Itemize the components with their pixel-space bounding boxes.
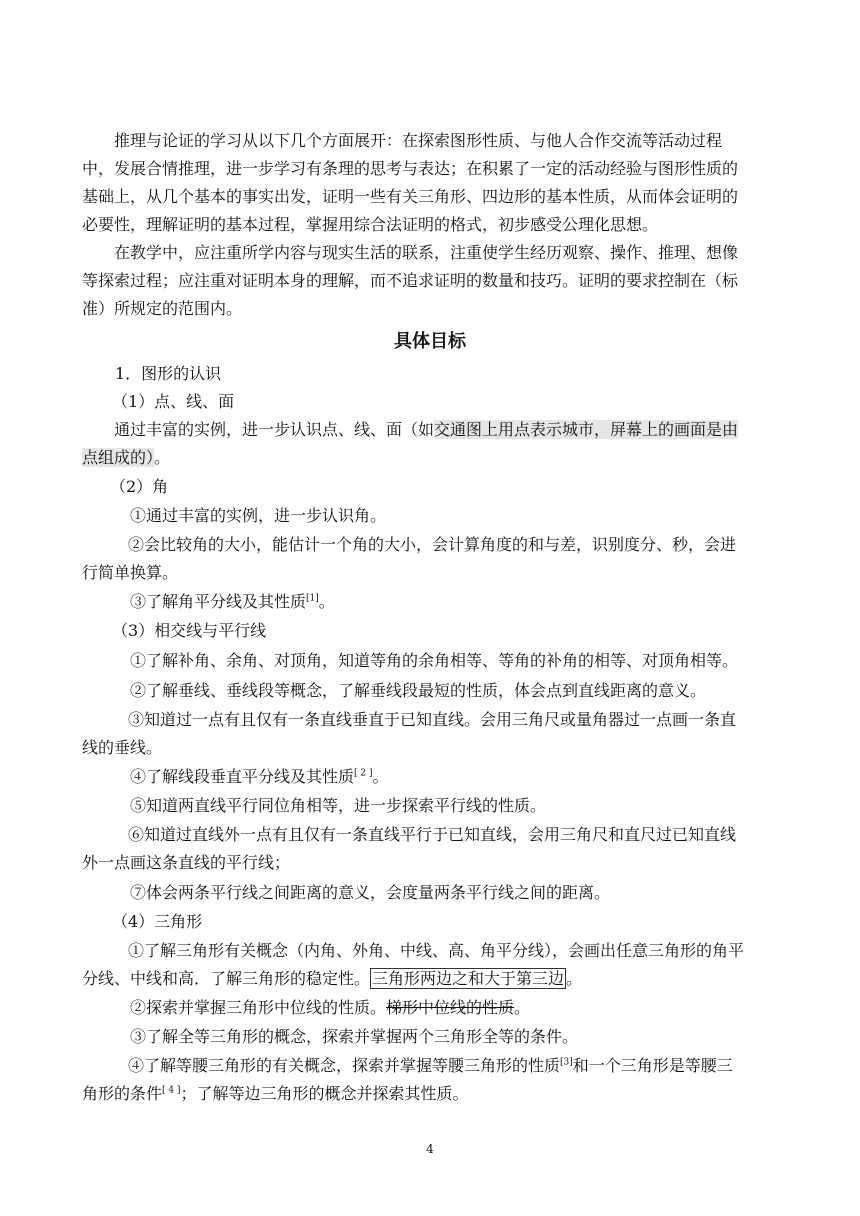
point-line-plane-text: 通过丰富的实例，进一步认识点、线、面（如交通图上用点表示城市，屏幕上的画面是由点组成的）。: [82, 420, 739, 467]
heading-triangle: （4）三角形: [112, 912, 203, 931]
footnote-ref-1[interactable]: [1]: [306, 593, 319, 604]
triangle-item-2: ②探索并掌握三角形中位线的性质。梯形中位线的性质。: [130, 998, 531, 1017]
parallel-item-2: ②了解垂线、垂线段等概念，了解垂线段最短的性质，体会点到直线距离的意义。: [130, 681, 707, 700]
boxed-inserted-text: 三角形两边之和大于第三边: [372, 969, 565, 988]
parallel-item-4: ④了解线段垂直平分线及其性质[ 2 ]。: [130, 767, 389, 786]
triangle-item-4: ④了解等腰三角形的有关概念，探索并掌握等腰三角形的性质[3]和一个三角形是等腰三角形的条件[ 4 ]；了解等边三角形的概念并探索其性质。: [82, 1056, 733, 1103]
triangle-item-1: ①了解三角形有关概念（内角、外角、中线、高、角平分线），会画出任意三角形的角平分线、中线和高．了解三角形的稳定性。 三角形两边之和大于第三边 。: [82, 941, 745, 988]
parallel-item-5: ⑤知道两直线平行同位角相等，进一步探索平行线的性质。: [130, 796, 547, 815]
section-title: 具体目标: [394, 331, 466, 352]
footnote-ref-4[interactable]: [ 4 ]: [162, 1085, 181, 1096]
angle-item-3: ③了解角平分线及其性质[1]。: [130, 592, 335, 611]
parallel-item-7: ⑦体会两条平行线之间距离的意义，会度量两条平行线之间的距离。: [130, 883, 611, 902]
angle-item-2: ②会比较角的大小，能估计一个角的大小，会计算角度的和与差，识别度分、秒，会进行简单换算。: [82, 535, 737, 582]
intro-paragraph-2: 在教学中，应注重所学内容与现实生活的联系，注重使学生经历观察、操作、推理、想像等探索过程；应注重对证明本身的理解，而不追求证明的数量和技巧。证明的要求控制在（标准）所规定的范围内。: [82, 243, 739, 318]
struck-text: 梯形中位线的性质: [386, 998, 515, 1017]
heading-intersecting-parallel: （3）相交线与平行线: [112, 621, 267, 640]
angle-item-1: ①通过丰富的实例，进一步认识角。: [130, 506, 387, 525]
highlighted-text-continued: 点组成的）: [82, 448, 155, 467]
heading-figure-recognition: 1．图形的认识: [115, 364, 222, 383]
heading-angle: （2）角: [110, 477, 169, 496]
heading-point-line-plane: （1）点、线、面: [112, 392, 235, 411]
footnote-ref-2[interactable]: [ 2 ]: [354, 768, 373, 779]
parallel-item-3: ③知道过一点有且仅有一条直线垂直于已知直线。会用三角尺或量角器过一点画一条直线的垂线。: [82, 710, 737, 757]
intro-paragraph-1: 推理与论证的学习从以下几个方面展开：在探索图形性质、与他人合作交流等活动过程中，发展合情推理，进一步学习有条理的思考与表达；在积累了一定的活动经验与图形性质的基础上，从几个基本的事实出发，证明一些有关三角形、四边形的基本性质，从而体会证明的必要性，理解证明的基本过程，掌握用综合法证明的格式，初步感受公理化思想。: [82, 131, 739, 234]
footnote-ref-3[interactable]: [3]: [560, 1057, 573, 1068]
parallel-item-1: ①了解补角、余角、对顶角，知道等角的余角相等、等角的补角的相等、对顶角相等。: [130, 651, 739, 670]
page-number: 4: [426, 1142, 434, 1156]
triangle-item-3: ③了解全等三角形的概念，探索并掌握两个三角形全等的条件。: [130, 1027, 579, 1046]
highlighted-text: 交通图上用点表示城市，屏幕上的画面是由: [434, 420, 739, 439]
parallel-item-6: ⑥知道过直线外一点有且仅有一条直线平行于已知直线，会用三角尺和直尺过已知直线外一点画这条直线的平行线；: [82, 825, 737, 872]
